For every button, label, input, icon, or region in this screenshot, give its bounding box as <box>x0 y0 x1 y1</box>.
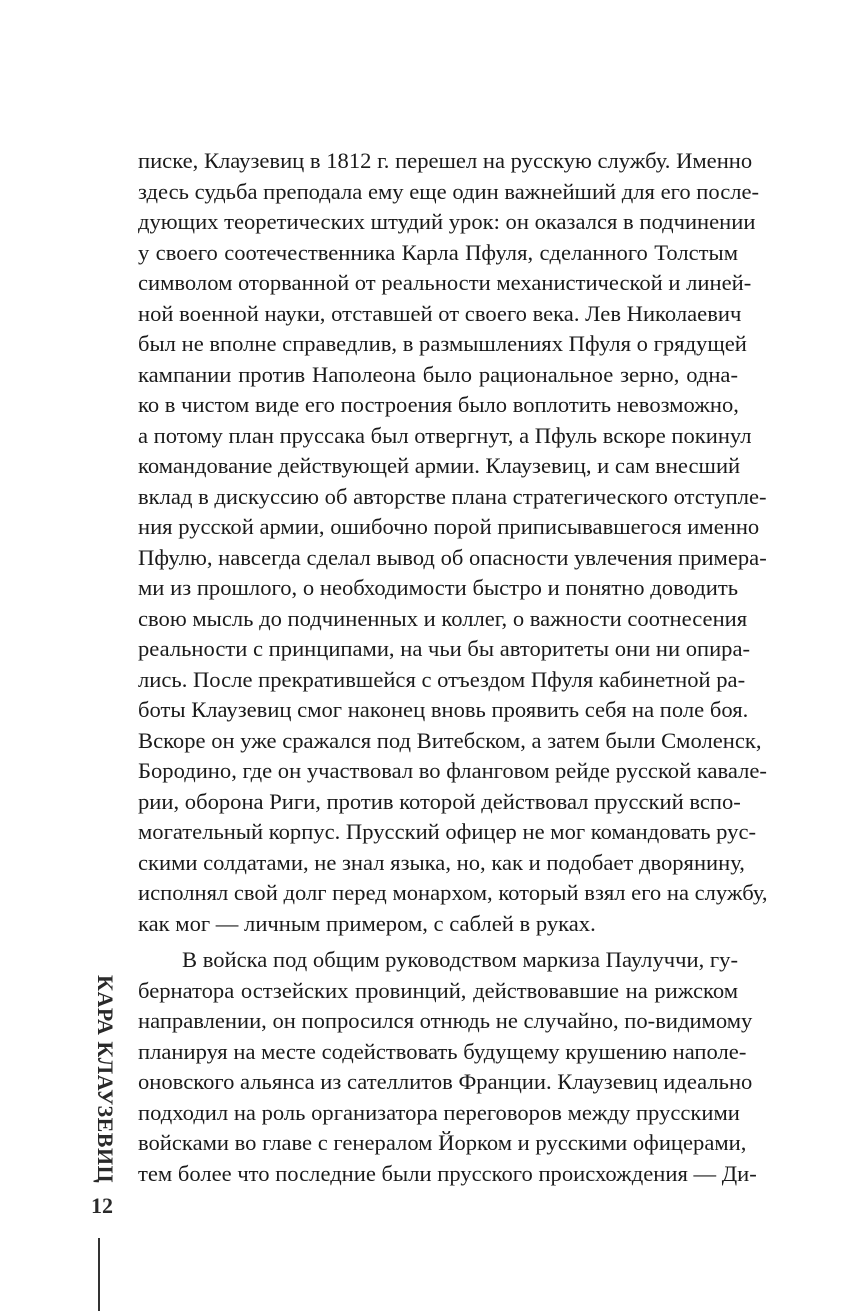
text-line: символом оторванной от реальности механистической и линей- <box>138 270 752 295</box>
text-line: ной военной науки, отставшей от своего века. Лев Николаевич <box>138 300 742 326</box>
text-line: как мог — личным примером, с саблей в руках. <box>138 910 596 936</box>
text-line: ния русской армии, ошибочно порой приписывавшегося именно <box>138 514 760 539</box>
text-line: а потому план пруссака был отвергнут, а Пфуль вскоре покинул <box>138 422 752 448</box>
text-line: ко в чистом виде его построения было воплотить невозможно, <box>138 392 739 417</box>
text-line: планируя на месте содействовать будущему крушению наполе- <box>138 1038 747 1064</box>
running-head <box>84 975 124 1195</box>
text-line: писке, Клаузевиц в 1812 г. перешел на русскую службу. Именно <box>138 148 753 173</box>
text-line: свою мысль до подчиненных и коллег, о важности соотнесения <box>138 605 748 631</box>
text-line: тем более что последние были прусского происхождения — Ди- <box>138 1160 757 1186</box>
page-number: 12 <box>91 1193 113 1218</box>
text-line: скими солдатами, не знал языка, но, как и подобает дворянину, <box>138 849 745 875</box>
text-line: здесь судьба преподала ему еще один важнейший для его после- <box>138 178 760 204</box>
text-line: боты Клаузевиц смог наконец вновь проявить себя на поле боя. <box>138 697 749 722</box>
margin-rule <box>98 1238 100 1311</box>
paragraph <box>138 945 757 1189</box>
text-line: В войска под общим руководством маркиза Паулуччи, гу- <box>182 947 738 972</box>
text-line: реальности с принципами, на чьи бы авторитеты они ни опира- <box>138 636 751 661</box>
text-line: рии, оборона Риги, против которой действовал прусский вспо- <box>138 788 741 814</box>
text-line: ми из прошлого, о необходимости быстро и понятно доводить <box>138 575 738 600</box>
text-line: могательный корпус. Прусский офицер не мог командовать рус- <box>138 819 757 844</box>
text-line: исполнял свой долг перед монархом, который взял его на службу, <box>138 880 768 905</box>
text-line: вклад в дискуссию об авторстве плана стратегического отступле- <box>138 483 767 509</box>
text-line: бернатора остзейских провинций, действовавшие на рижском <box>138 977 738 1003</box>
text-line: командование действующей армии. Клаузевиц, и сам внесший <box>138 453 741 478</box>
text-line: Бородино, где он участвовал во фланговом рейде русской кавале- <box>138 758 767 783</box>
body-text <box>138 146 768 1189</box>
text-line: дующих теоретических штудий урок: он оказался в подчинении <box>138 209 756 234</box>
text-line: был не вполне справедлив, в размышлениях Пфуля о грядущей <box>138 331 747 356</box>
text-line: Пфулю, навсегда сделал вывод об опасности увлечения примера- <box>138 544 767 570</box>
text-line: Вскоре он уже сражался под Витебском, а затем были Смоленск, <box>138 727 762 753</box>
text-line: оновского альянса из сателлитов Франции. Клаузевиц идеально <box>138 1069 753 1094</box>
text-line: войсками во главе с генералом Йорком и русскими офицерами, <box>138 1130 747 1155</box>
text-line: направлении, он попросился отнюдь не случайно, по-видимому <box>138 1008 753 1033</box>
paragraph <box>138 146 768 939</box>
text-line: подходил на роль организатора переговоров между прусскими <box>138 1099 740 1125</box>
text-line: у своего соотечественника Карла Пфуля, сделанного Толстым <box>138 239 738 265</box>
text-line: лись. После прекратившейся с отъездом Пфуля кабинетной ра- <box>138 666 746 692</box>
running-head-text: КАРА КЛАУЗЕВИЦ <box>93 975 118 1184</box>
text-line: кампании против Наполеона было рациональное зерно, одна- <box>138 361 738 387</box>
